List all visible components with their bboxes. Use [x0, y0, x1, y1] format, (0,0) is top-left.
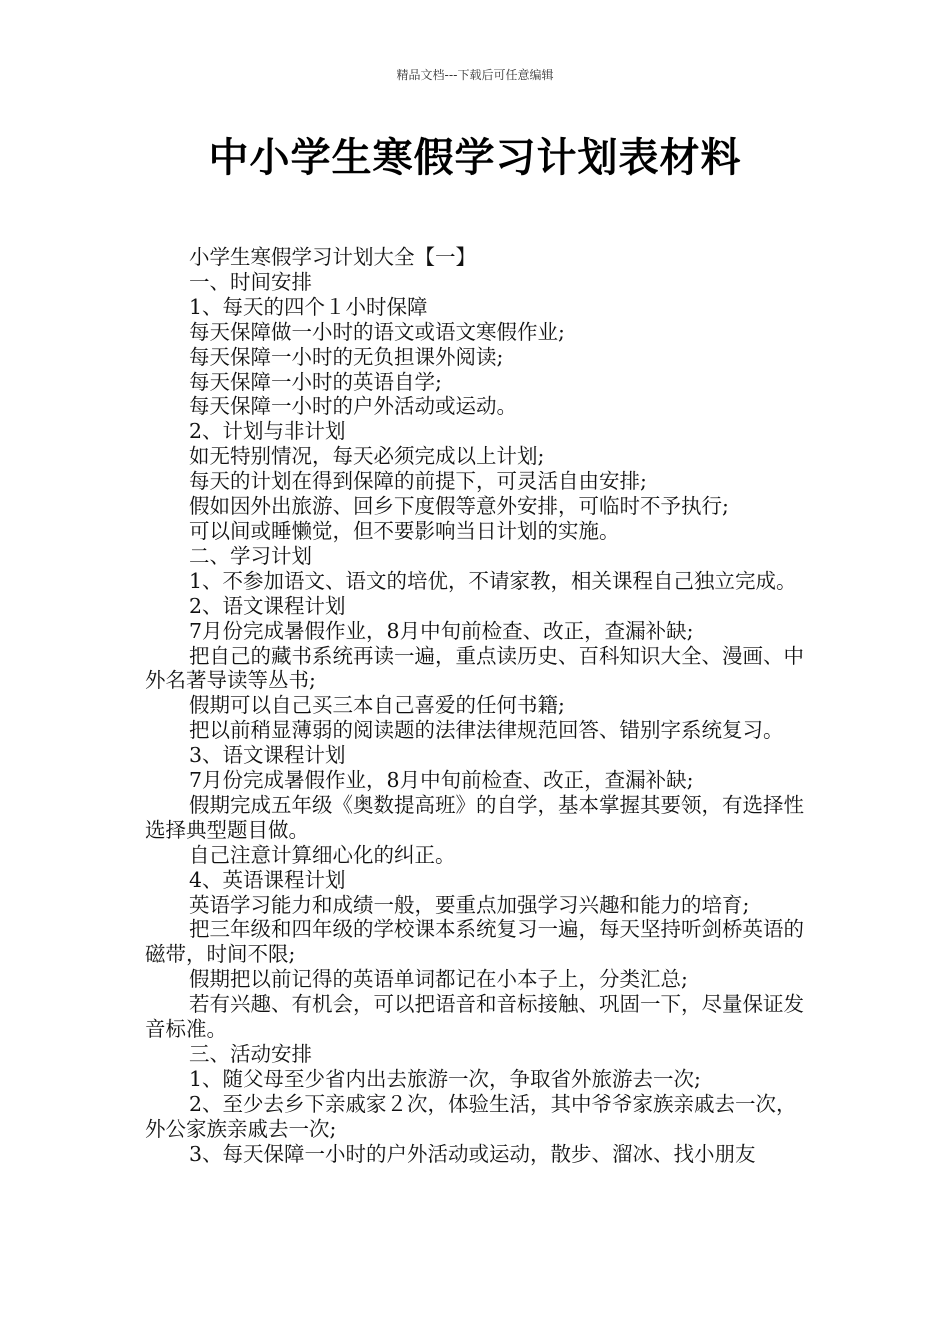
paragraph: 把以前稍显薄弱的阅读题的法律法律规范回答、错别字系统复习。	[189, 718, 784, 743]
paragraph: 英语学习能力和成绩一般，要重点加强学习兴趣和能力的培育;	[189, 892, 750, 917]
document-body	[145, 245, 807, 1167]
paragraph: 7月份完成暑假作业，8月中旬前检查、改正，查漏补缺;	[189, 768, 694, 793]
paragraph: 3、每天保障一小时的户外活动或运动，散步、溜冰、找小朋友	[189, 1141, 756, 1166]
subheading: 3、语文课程计划	[189, 743, 346, 768]
heading-study-plan: 二、学习计划	[189, 543, 312, 568]
paragraph: 如无特别情况，每天必须完成以上计划;	[189, 444, 545, 469]
paragraph: 1、随父母至少省内出去旅游一次，争取省外旅游去一次;	[189, 1066, 701, 1091]
heading-activity-arrangement: 三、活动安排	[189, 1042, 312, 1066]
paragraph: 可以间或睡懒觉，但不要影响当日计划的实施。	[189, 518, 620, 543]
paragraph: 每天的计划在得到保障的前提下，可灵活自由安排;	[189, 469, 647, 494]
subheading: 4、英语课程计划	[189, 867, 346, 892]
paragraph: 每天保障一小时的户外活动或运动。	[189, 394, 517, 419]
paragraph: 每天保障一小时的英语自学;	[189, 369, 442, 394]
paragraph: 若有兴趣、有机会，可以把语音和音标接触、巩固一下，尽量保证发音标准。	[145, 992, 804, 1042]
paragraph: 假期可以自己买三本自己喜爱的任何书籍;	[189, 693, 565, 718]
paragraph: 1、不参加语文、语文的培优，不请家教，相关课程自己独立完成。	[189, 568, 797, 593]
section-heading: 小学生寒假学习计划大全【一】	[189, 245, 476, 269]
paragraph: 假如因外出旅游、回乡下度假等意外安排，可临时不予执行;	[189, 494, 729, 519]
document-title: 中小学生寒假学习计划表材料	[208, 135, 742, 181]
subheading: 1、每天的四个１小时保障	[189, 294, 428, 319]
paragraph: 每天保障一小时的无负担课外阅读;	[189, 344, 504, 369]
paragraph: 把三年级和四年级的学校课本系统复习一遍，每天坚持听剑桥英语的磁带，时间不限;	[145, 917, 804, 967]
heading-time-arrangement: 一、时间安排	[189, 269, 312, 294]
paragraph: 每天保障做一小时的语文或语文寒假作业;	[189, 319, 565, 344]
subheading: 2、计划与非计划	[189, 419, 346, 444]
paragraph: 7月份完成暑假作业，8月中旬前检查、改正，查漏补缺;	[189, 618, 694, 643]
paragraph: 2、至少去乡下亲戚家２次，体验生活，其中爷爷家族亲戚去一次，外公家族亲戚去一次;	[145, 1091, 797, 1141]
page-header-note: 精品文档---下载后可任意编辑	[396, 68, 554, 82]
paragraph: 自己注意计算细心化的纠正。	[189, 842, 456, 867]
paragraph: 把自己的藏书系统再读一遍，重点读历史、百科知识大全、漫画、中外名著导读等丛书;	[145, 643, 804, 693]
paragraph: 假期完成五年级《奥数提高班》的自学，基本掌握其要领，有选择性选择典型题目做。	[145, 792, 804, 842]
subheading: 2、语文课程计划	[189, 593, 346, 618]
paragraph: 假期把以前记得的英语单词都记在小本子上，分类汇总;	[189, 967, 688, 992]
